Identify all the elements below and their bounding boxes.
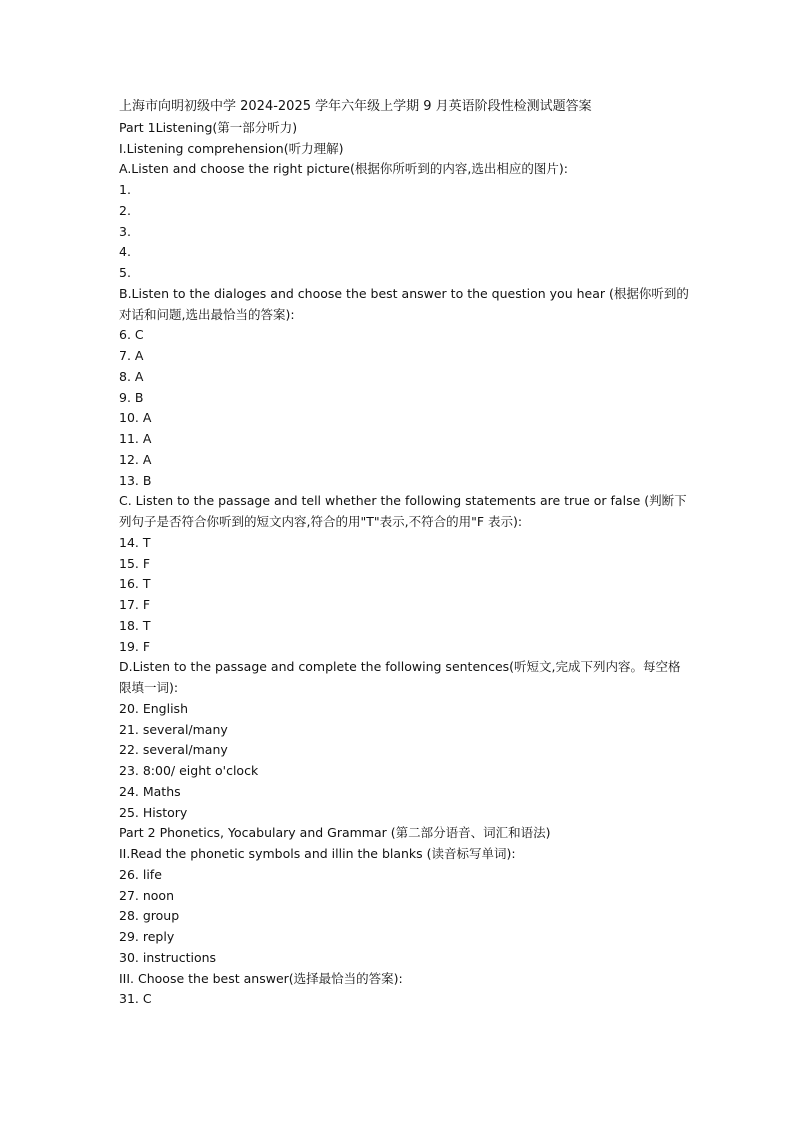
- document-title: 上海市向明初级中学 2024-2025 学年六年级上学期 9 月英语阶段性检测试题答案: [119, 99, 592, 114]
- instruction-d: D.Listen to the passage and complete the following sentences(听短文,完成下列内容。每空格限填一词):: [119, 659, 681, 695]
- answer-line: 6. C: [119, 327, 144, 343]
- answer-line: 11. A: [119, 431, 152, 446]
- answer-line: 26. life: [119, 866, 162, 882]
- answer-line: 4.: [119, 244, 131, 260]
- answer-line: 21. several/many: [119, 721, 228, 737]
- instruction-iii: III. Choose the best answer(选择最恰当的答案):: [119, 970, 403, 986]
- instruction-a: A.Listen and choose the right picture(根据你所听到的内容,选出相应的图片):: [119, 161, 568, 177]
- answer-line: 1.: [119, 182, 131, 197]
- answer-line: 12. A: [119, 451, 152, 467]
- answer-line: 22. several/many: [119, 742, 228, 758]
- instruction-c: C. Listen to the passage and tell whether the following statements are true or false (判断下列句子是否符合你听到的短文内容,符合的用"T"表示,不符合的用"F 表示):: [119, 493, 687, 529]
- answer-line: 19. F: [119, 638, 151, 654]
- answer-line: 16. T: [119, 576, 151, 592]
- answer-line: 17. F: [119, 597, 151, 612]
- answer-line: 20. English: [119, 700, 188, 716]
- answer-line: 29. reply: [119, 929, 175, 944]
- answer-line: 2.: [119, 202, 131, 218]
- instruction-ii: II.Read the phonetic symbols and illin the blanks (读音标写单词):: [119, 846, 516, 861]
- answer-line: 28. group: [119, 908, 180, 924]
- answer-line: 23. 8:00/ eight o'clock: [119, 763, 259, 778]
- section-heading-part2: Part 2 Phonetics, Yocabulary and Grammar (第二部分语音、词汇和语法): [119, 825, 551, 841]
- answer-line: 14. T: [119, 534, 151, 550]
- answer-line: 25. History: [119, 804, 188, 820]
- answer-line: 30. instructions: [119, 949, 217, 965]
- answer-line: 15. F: [119, 555, 151, 571]
- subsection-heading-listening-comprehension: I.Listening comprehension(听力理解): [119, 140, 344, 156]
- answer-line: 31. C: [119, 991, 152, 1007]
- answer-line: 27. noon: [119, 887, 174, 903]
- answer-line: 5.: [119, 265, 131, 280]
- answer-line: 18. T: [119, 617, 151, 633]
- answer-line: 8. A: [119, 368, 144, 384]
- instruction-b: B.Listen to the dialoges and choose the best answer to the question you hear (根据你听到的对话和问题,选出最恰当的答案):: [119, 285, 689, 322]
- answer-line: 7. A: [119, 348, 144, 363]
- section-heading-part1: Part 1Listening(第一部分听力): [119, 119, 298, 135]
- answer-line: 3.: [119, 223, 131, 239]
- answer-line: 24. Maths: [119, 783, 181, 799]
- answer-line: 13. B: [119, 472, 152, 488]
- answer-line: 10. A: [119, 410, 152, 426]
- answer-sheet-document: [119, 97, 689, 1010]
- answer-line: 9. B: [119, 389, 144, 405]
